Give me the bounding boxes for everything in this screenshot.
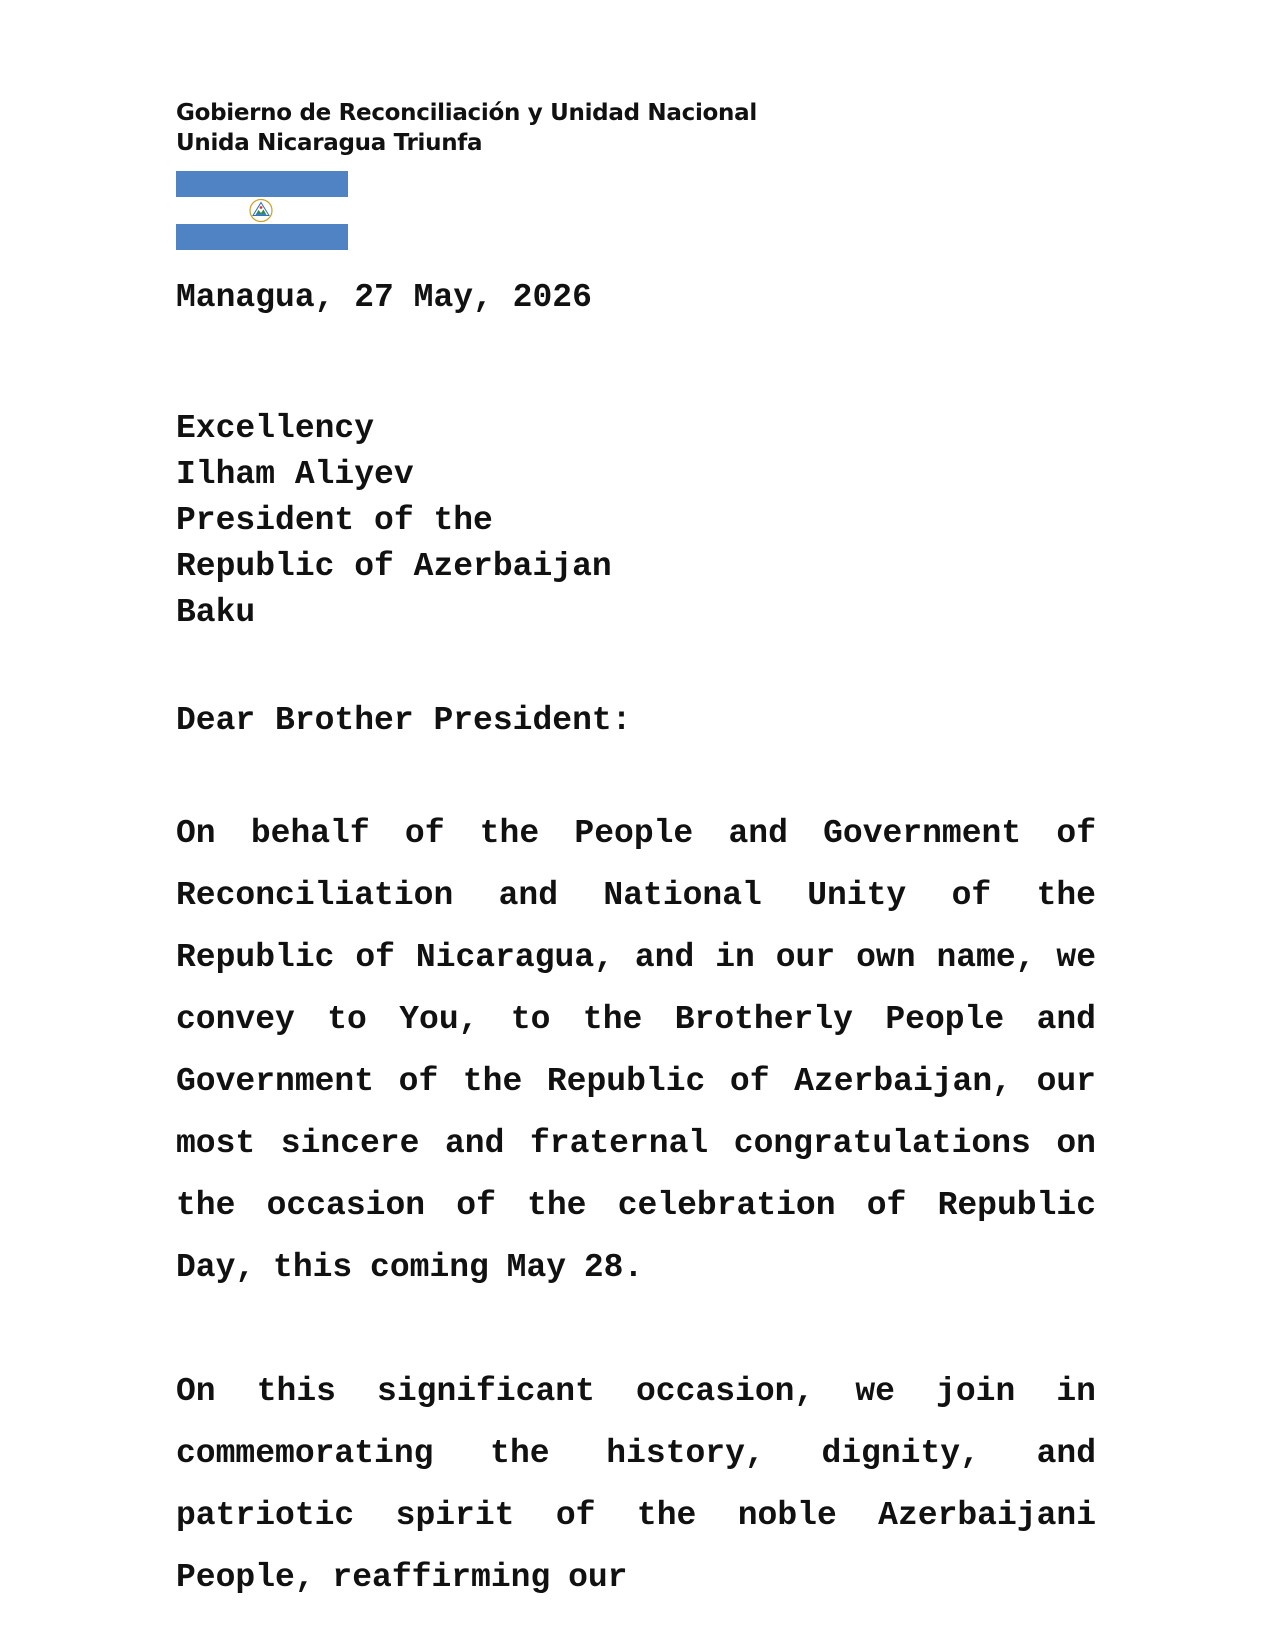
flag-bottom-band — [176, 224, 348, 250]
flag-middle-band — [176, 197, 348, 224]
letter-date: Managua, 27 May, 2026 — [176, 279, 592, 316]
letterhead-motto: Unida Nicaragua Triunfa — [176, 130, 483, 156]
flag-top-band — [176, 171, 348, 197]
body-paragraph: On this significant occasion, we join in commemorating the history, dignity, and patriotic spirit of the noble Azerbaijani People, reaffirming our — [176, 1373, 1096, 1596]
recipient-block — [176, 406, 1096, 636]
nicaragua-coat-of-arms-icon — [246, 197, 276, 224]
nicaragua-flag — [176, 171, 348, 250]
body-paragraph: On behalf of the People and Government of Reconciliation and National Unity of the Republic of Nicaragua, and in our own name, we convey to You, to the Brotherly People and Government of the Republic of Azerbaijan, our most sincere and fraternal congratulations on the occasion of the celebration of Republic Day, this coming May 28. — [176, 815, 1096, 1286]
recipient-line: Baku — [176, 594, 256, 631]
letterhead-government-name: Gobierno de Reconciliación y Unidad Nacional — [176, 100, 757, 126]
recipient-line: Ilham Aliyev — [176, 456, 414, 493]
recipient-line: President of the — [176, 502, 493, 539]
recipient-line: Republic of Azerbaijan — [176, 548, 612, 585]
salutation: Dear Brother President: — [176, 702, 632, 739]
letter-page — [176, 98, 1096, 1609]
recipient-line: Excellency — [176, 410, 375, 447]
letterhead — [176, 98, 1096, 158]
